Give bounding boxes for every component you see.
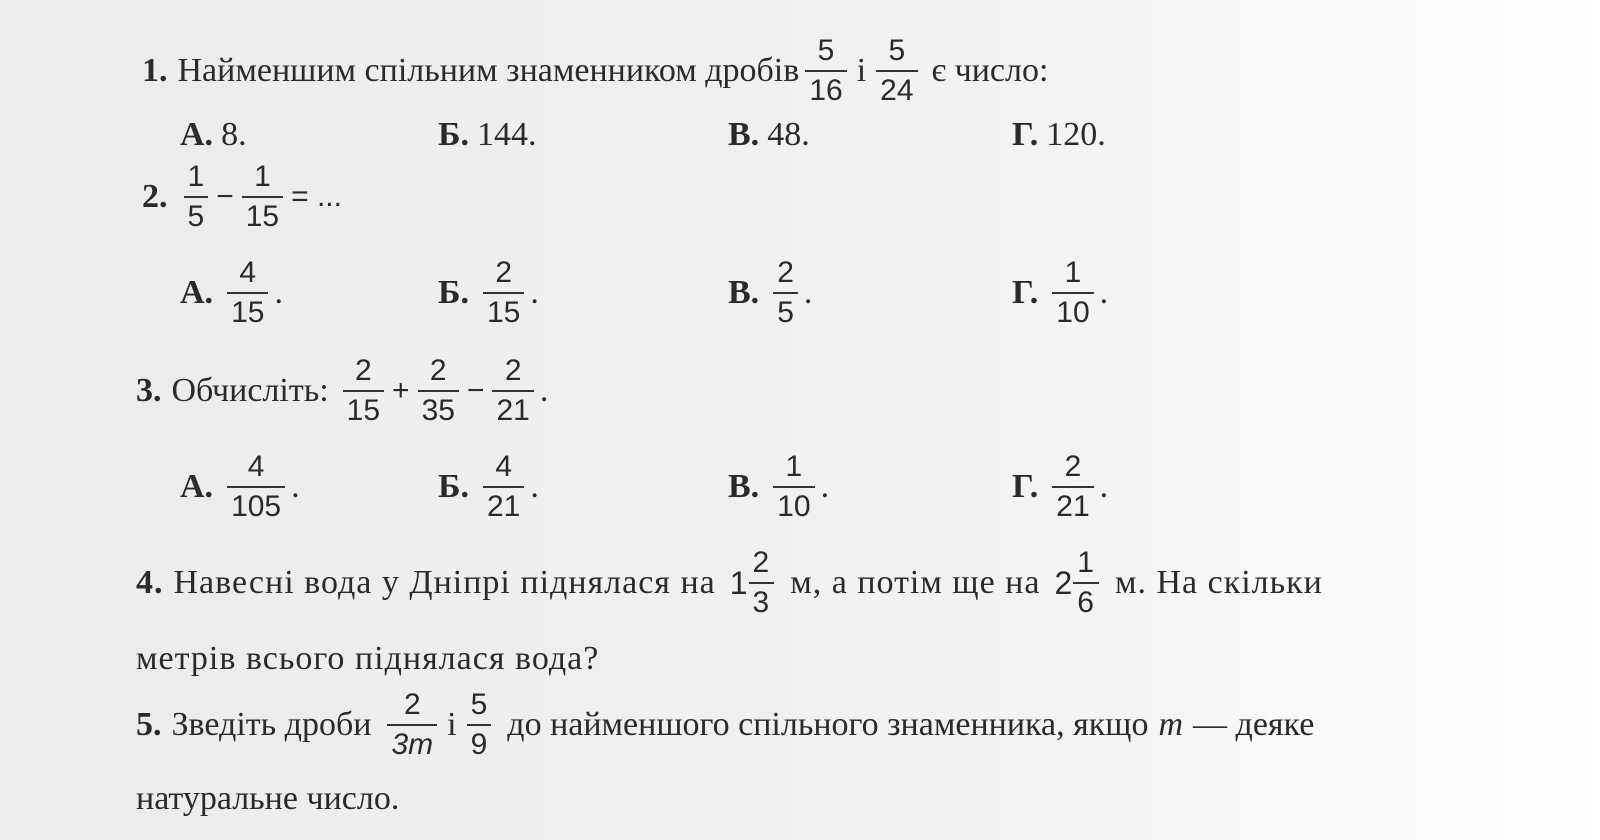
question-number: 3. [136, 372, 162, 409]
denominator: 10 [1052, 292, 1093, 328]
question-text: Найменшим спільним знаменником дробів [177, 52, 800, 89]
denominator: 21 [492, 390, 533, 426]
denominator: 21 [483, 486, 524, 522]
q1-option-a[interactable] [180, 116, 247, 154]
q3-option-g[interactable] [1012, 452, 1108, 522]
option-label: А. [180, 116, 214, 153]
q2-option-v[interactable] [728, 258, 812, 328]
denominator: 5 [184, 196, 209, 232]
numerator: 5 [888, 34, 906, 67]
numerator: 4 [247, 450, 265, 483]
conjunction: і [447, 706, 457, 743]
fraction [227, 452, 285, 522]
option-value: 120. [1046, 116, 1106, 153]
option-label: Г. [1012, 116, 1039, 153]
period: . [530, 274, 539, 311]
period: . [530, 468, 539, 505]
numerator: 2 [495, 256, 513, 289]
question-text: м, а потім ще на [790, 564, 1041, 601]
fraction [773, 258, 798, 328]
denominator: 16 [805, 70, 846, 106]
question-1 [142, 36, 1048, 106]
fraction [184, 162, 209, 232]
option-value: 8. [221, 116, 247, 153]
period: . [803, 274, 813, 311]
numerator: 2 [777, 256, 794, 289]
q2-option-g[interactable] [1012, 258, 1108, 328]
fraction [492, 356, 533, 426]
fraction [418, 356, 459, 426]
question-text: Зведіть дроби [171, 706, 372, 743]
option-label: Б. [438, 274, 469, 311]
question-text: — деяке [1193, 706, 1315, 743]
numerator: 5 [470, 688, 488, 721]
question-text: натуральне число. [136, 780, 400, 817]
period: . [274, 274, 283, 311]
minus-sign: − [216, 180, 234, 213]
denominator: 24 [876, 70, 917, 106]
fraction [227, 258, 268, 328]
question-2 [142, 162, 344, 232]
question-text-end: є число: [931, 52, 1049, 89]
period: . [1099, 274, 1109, 311]
question-text: до найменшого спільного знаменника, якщо [507, 706, 1149, 743]
option-label: Б. [438, 116, 469, 153]
numerator: 2 [403, 688, 421, 721]
q2-option-b[interactable] [438, 258, 539, 328]
fraction [805, 36, 846, 106]
numerator: 2 [504, 354, 522, 387]
q1-option-v[interactable] [728, 116, 810, 154]
fraction [242, 162, 283, 232]
paper-edge-glare [1582, 0, 1600, 840]
fraction [1052, 452, 1093, 522]
question-5-line-2 [136, 780, 399, 818]
numerator: 5 [817, 34, 835, 67]
minus-sign: − [466, 374, 485, 407]
question-4-line-2 [136, 640, 599, 678]
conjunction: і [856, 52, 867, 89]
question-4 [136, 548, 1323, 618]
mixed-integer: 2 [1054, 564, 1074, 601]
option-label: А. [180, 468, 214, 505]
period: . [1099, 468, 1109, 505]
numerator: 1 [187, 160, 205, 193]
fraction [343, 356, 384, 426]
question-3 [136, 356, 548, 426]
q3-option-v[interactable] [728, 452, 829, 522]
numerator: 1 [254, 160, 271, 193]
plus-sign: + [392, 374, 410, 407]
q2-option-a[interactable] [180, 258, 283, 328]
denominator: 6 [1073, 582, 1099, 618]
option-label: Г. [1012, 274, 1039, 311]
option-value: 144. [476, 116, 537, 153]
question-text: метрів всього піднялася вода? [136, 640, 600, 677]
fraction [1073, 548, 1099, 618]
numerator: 1 [785, 450, 803, 483]
option-value: 48. [767, 116, 810, 153]
denominator: 15 [483, 292, 524, 328]
numerator: 2 [1064, 450, 1082, 483]
fraction [483, 452, 524, 522]
fraction [773, 452, 814, 522]
denominator: 5 [773, 292, 798, 328]
question-number: 1. [142, 52, 168, 89]
numerator: 2 [752, 546, 771, 579]
denominator: 15 [227, 292, 268, 328]
option-label: А. [180, 274, 214, 311]
period: . [539, 372, 549, 409]
denominator: 15 [242, 196, 283, 232]
denominator: 9 [467, 724, 492, 760]
denominator: 10 [773, 486, 814, 522]
option-label: В. [728, 116, 760, 153]
numerator: 2 [355, 354, 372, 387]
denominator: 21 [1052, 486, 1093, 522]
denominator: 105 [227, 486, 285, 522]
option-label: Г. [1012, 468, 1039, 505]
question-text: Навесні вода у Дніпрі піднялася на [173, 564, 716, 601]
mixed-integer: 1 [729, 564, 749, 601]
fraction [749, 548, 775, 618]
question-text: Обчисліть: [171, 372, 329, 409]
option-label: Б. [438, 468, 469, 505]
period: . [291, 468, 300, 505]
question-number: 2. [142, 178, 168, 215]
fraction [1052, 258, 1093, 328]
q1-option-g[interactable] [1012, 116, 1106, 154]
numerator: 4 [495, 450, 513, 483]
question-5 [136, 690, 1314, 760]
denominator: 3 [749, 582, 775, 618]
denominator: 15 [343, 390, 384, 426]
q3-option-b[interactable] [438, 452, 539, 522]
equals-ellipsis: = ... [291, 180, 342, 213]
option-label: В. [728, 468, 760, 505]
fraction [467, 690, 492, 760]
fraction [483, 258, 524, 328]
fraction [387, 690, 437, 760]
denominator: 35 [418, 390, 459, 426]
numerator: 1 [1064, 256, 1082, 289]
q3-option-a[interactable] [180, 452, 300, 522]
question-number: 4. [136, 564, 164, 601]
q1-option-b[interactable] [438, 116, 536, 154]
numerator: 1 [1077, 546, 1095, 579]
numerator: 2 [429, 354, 447, 387]
period: . [820, 468, 830, 505]
numerator: 4 [239, 256, 257, 289]
variable-m: m [1158, 706, 1184, 743]
fraction [876, 36, 917, 106]
question-text: м. На скільки [1114, 564, 1323, 601]
denominator: 3m [387, 724, 437, 760]
question-number: 5. [136, 706, 162, 743]
option-label: В. [728, 274, 760, 311]
